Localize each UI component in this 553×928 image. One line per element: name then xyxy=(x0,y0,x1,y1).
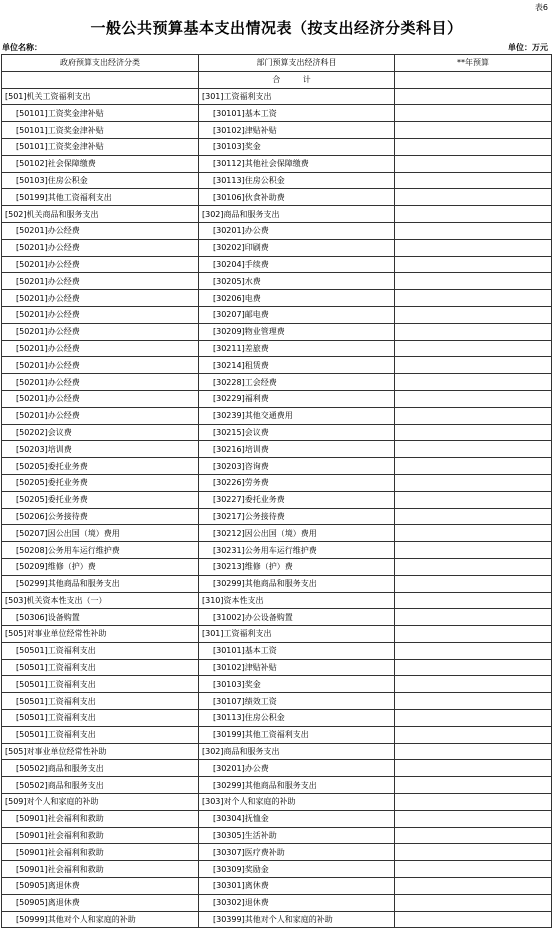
dept-subject-cell: [30309]奖励金 xyxy=(199,861,395,878)
dept-subject-cell: [30207]邮电费 xyxy=(199,306,395,323)
budget-value-cell xyxy=(395,710,552,727)
table-row xyxy=(2,323,552,340)
gov-class-cell: [50201]办公经费 xyxy=(2,323,199,340)
table-row xyxy=(2,441,552,458)
total-row xyxy=(2,71,552,88)
dept-subject-cell: [30199]其他工资福利支出 xyxy=(199,726,395,743)
dept-subject-cell: [30212]因公出国（境）费用 xyxy=(199,525,395,542)
dept-subject-cell: [30103]奖金 xyxy=(199,138,395,155)
table-row xyxy=(2,558,552,575)
dept-subject-cell: [301]工资福利支出 xyxy=(199,88,395,105)
dept-subject-cell: [30113]住房公积金 xyxy=(199,710,395,727)
dept-subject-cell: [30229]福利费 xyxy=(199,390,395,407)
gov-class-cell: [50199]其他工资福利支出 xyxy=(2,189,199,206)
table-row xyxy=(2,659,552,676)
dept-subject-cell: [30217]公务接待费 xyxy=(199,508,395,525)
table-row xyxy=(2,626,552,643)
gov-class-cell: [50501]工资福利支出 xyxy=(2,710,199,727)
budget-value-cell xyxy=(395,894,552,911)
budget-value-cell xyxy=(395,508,552,525)
budget-value-cell xyxy=(395,390,552,407)
gov-class-cell: [50502]商品和服务支出 xyxy=(2,777,199,794)
gov-class-cell: [50501]工资福利支出 xyxy=(2,659,199,676)
gov-class-cell: [50501]工资福利支出 xyxy=(2,693,199,710)
gov-class-cell: [502]机关商品和服务支出 xyxy=(2,206,199,223)
gov-class-cell: [509]对个人和家庭的补助 xyxy=(2,794,199,811)
budget-value-cell xyxy=(395,441,552,458)
budget-value-cell xyxy=(395,827,552,844)
budget-value-cell xyxy=(395,374,552,391)
budget-value-cell xyxy=(395,189,552,206)
table-row xyxy=(2,172,552,189)
table-row xyxy=(2,206,552,223)
gov-class-cell: [50306]设备购置 xyxy=(2,609,199,626)
dept-subject-cell: [30228]工会经费 xyxy=(199,374,395,391)
gov-class-cell: [50205]委托业务费 xyxy=(2,474,199,491)
budget-value-cell xyxy=(395,290,552,307)
gov-class-cell: [50201]办公经费 xyxy=(2,374,199,391)
budget-value-cell xyxy=(395,458,552,475)
budget-value-cell xyxy=(395,810,552,827)
gov-class-cell: [50201]办公经费 xyxy=(2,273,199,290)
dept-subject-cell: [30204]手续费 xyxy=(199,256,395,273)
dept-subject-cell: [30206]电费 xyxy=(199,290,395,307)
budget-value-cell xyxy=(395,542,552,559)
dept-subject-cell: [30113]住房公积金 xyxy=(199,172,395,189)
table-row xyxy=(2,844,552,861)
table-row xyxy=(2,273,552,290)
header-budget: **年预算 xyxy=(395,55,552,72)
gov-class-cell: [50501]工资福利支出 xyxy=(2,676,199,693)
budget-table xyxy=(1,54,552,928)
table-row xyxy=(2,340,552,357)
table-row xyxy=(2,407,552,424)
budget-value-cell xyxy=(395,626,552,643)
table-row xyxy=(2,374,552,391)
dept-subject-cell: [30307]医疗费补助 xyxy=(199,844,395,861)
table-row xyxy=(2,676,552,693)
gov-class-cell: [50102]社会保障缴费 xyxy=(2,155,199,172)
gov-class-cell: [50201]办公经费 xyxy=(2,357,199,374)
table-row xyxy=(2,390,552,407)
budget-value-cell xyxy=(395,491,552,508)
table-row xyxy=(2,256,552,273)
dept-subject-cell: [30215]会议费 xyxy=(199,424,395,441)
table-row xyxy=(2,189,552,206)
dept-subject-cell: [30399]其他对个人和家庭的补助 xyxy=(199,911,395,928)
gov-class-cell: [50202]会议费 xyxy=(2,424,199,441)
header-row xyxy=(2,55,552,72)
table-row xyxy=(2,122,552,139)
budget-value-cell xyxy=(395,155,552,172)
table-row xyxy=(2,306,552,323)
gov-class-cell: [50201]办公经费 xyxy=(2,390,199,407)
budget-value-cell xyxy=(395,575,552,592)
table-row xyxy=(2,88,552,105)
table-row xyxy=(2,105,552,122)
gov-class-cell: [50905]离退休费 xyxy=(2,894,199,911)
table-row xyxy=(2,575,552,592)
budget-value-cell xyxy=(395,88,552,105)
table-row xyxy=(2,542,552,559)
budget-value-cell xyxy=(395,105,552,122)
gov-class-cell: [50901]社会福利和救助 xyxy=(2,810,199,827)
table-row xyxy=(2,424,552,441)
table-row xyxy=(2,878,552,895)
unit-label: 单位：万元 xyxy=(508,43,548,52)
gov-class-cell: [50201]办公经费 xyxy=(2,222,199,239)
dept-subject-cell: [301]工资福利支出 xyxy=(199,626,395,643)
dept-subject-cell: [30231]公务用车运行维护费 xyxy=(199,542,395,559)
gov-class-cell: [50201]办公经费 xyxy=(2,340,199,357)
table-row xyxy=(2,458,552,475)
gov-class-cell: [50209]维修（护）费 xyxy=(2,558,199,575)
budget-value-cell xyxy=(395,222,552,239)
table-body xyxy=(2,88,552,928)
budget-value-cell xyxy=(395,760,552,777)
gov-class-cell: [50205]委托业务费 xyxy=(2,491,199,508)
dept-subject-cell: [30103]奖金 xyxy=(199,676,395,693)
dept-subject-cell: [30301]离休费 xyxy=(199,878,395,895)
dept-subject-cell: [30101]基本工资 xyxy=(199,642,395,659)
dept-subject-cell: [30209]物业管理费 xyxy=(199,323,395,340)
dept-subject-cell: [30106]伙食补助费 xyxy=(199,189,395,206)
budget-value-cell xyxy=(395,357,552,374)
dept-subject-cell: [30102]津贴补贴 xyxy=(199,659,395,676)
budget-value-cell xyxy=(395,172,552,189)
table-row xyxy=(2,710,552,727)
dept-subject-cell: [30205]水费 xyxy=(199,273,395,290)
budget-value-cell xyxy=(395,424,552,441)
budget-value-cell xyxy=(395,777,552,794)
budget-value-cell xyxy=(395,592,552,609)
gov-class-cell: [50901]社会福利和救助 xyxy=(2,861,199,878)
budget-value-cell xyxy=(395,239,552,256)
gov-class-cell: [50299]其他商品和服务支出 xyxy=(2,575,199,592)
table-row xyxy=(2,726,552,743)
gov-class-cell: [501]机关工资福利支出 xyxy=(2,88,199,105)
gov-class-cell: [50905]离退休费 xyxy=(2,878,199,895)
total-label: 合 计 xyxy=(199,71,395,88)
gov-class-cell: [50205]委托业务费 xyxy=(2,458,199,475)
budget-value-cell xyxy=(395,878,552,895)
gov-class-cell: [503]机关资本性支出（一） xyxy=(2,592,199,609)
table-row xyxy=(2,743,552,760)
budget-value-cell xyxy=(395,693,552,710)
table-row xyxy=(2,508,552,525)
budget-value-cell xyxy=(395,558,552,575)
table-row xyxy=(2,642,552,659)
table-row xyxy=(2,222,552,239)
budget-value-cell xyxy=(395,911,552,928)
budget-value-cell xyxy=(395,273,552,290)
header-gov-class: 政府预算支出经济分类 xyxy=(2,55,199,72)
table-row xyxy=(2,357,552,374)
dept-subject-cell: [30302]退休费 xyxy=(199,894,395,911)
dept-subject-cell: [30304]抚恤金 xyxy=(199,810,395,827)
gov-class-cell: [505]对事业单位经常性补助 xyxy=(2,626,199,643)
header-dept-subject: 部门预算支出经济科目 xyxy=(199,55,395,72)
budget-value-cell xyxy=(395,844,552,861)
dept-subject-cell: [30101]基本工资 xyxy=(199,105,395,122)
table-row xyxy=(2,138,552,155)
dept-subject-cell: [303]对个人和家庭的补助 xyxy=(199,794,395,811)
dept-subject-cell: [302]商品和服务支出 xyxy=(199,206,395,223)
table-row xyxy=(2,155,552,172)
total-value-cell xyxy=(395,71,552,88)
table-row xyxy=(2,760,552,777)
dept-subject-cell: [30305]生活补助 xyxy=(199,827,395,844)
table-row xyxy=(2,525,552,542)
table-row xyxy=(2,777,552,794)
gov-class-cell: [50201]办公经费 xyxy=(2,256,199,273)
dept-subject-cell: [302]商品和服务支出 xyxy=(199,743,395,760)
gov-class-cell: [50201]办公经费 xyxy=(2,239,199,256)
table-number: 表6 xyxy=(534,3,548,12)
budget-value-cell xyxy=(395,743,552,760)
table-row xyxy=(2,894,552,911)
dept-subject-cell: [30214]租赁费 xyxy=(199,357,395,374)
gov-class-cell: [50201]办公经费 xyxy=(2,306,199,323)
table-row xyxy=(2,861,552,878)
dept-subject-cell: [30112]其他社会保障缴费 xyxy=(199,155,395,172)
dept-subject-cell: [30227]委托业务费 xyxy=(199,491,395,508)
unit-name-label: 单位名称： xyxy=(2,43,42,52)
gov-class-cell: [50203]培训费 xyxy=(2,441,199,458)
dept-subject-cell: [30102]津贴补贴 xyxy=(199,122,395,139)
budget-value-cell xyxy=(395,525,552,542)
dept-subject-cell: [30239]其他交通费用 xyxy=(199,407,395,424)
budget-value-cell xyxy=(395,306,552,323)
table-row xyxy=(2,474,552,491)
gov-class-cell: [50206]公务接待费 xyxy=(2,508,199,525)
table-row xyxy=(2,693,552,710)
table-row xyxy=(2,290,552,307)
budget-value-cell xyxy=(395,138,552,155)
budget-value-cell xyxy=(395,323,552,340)
budget-value-cell xyxy=(395,206,552,223)
gov-class-cell: [50208]公务用车运行维护费 xyxy=(2,542,199,559)
dept-subject-cell: [30107]绩效工资 xyxy=(199,693,395,710)
table-row xyxy=(2,609,552,626)
gov-class-cell: [50103]住房公积金 xyxy=(2,172,199,189)
dept-subject-cell: [30201]办公费 xyxy=(199,760,395,777)
gov-class-cell: [50207]因公出国（境）费用 xyxy=(2,525,199,542)
dept-subject-cell: [30202]印刷费 xyxy=(199,239,395,256)
dept-subject-cell: [30226]劳务费 xyxy=(199,474,395,491)
gov-class-cell: [50901]社会福利和救助 xyxy=(2,844,199,861)
table-row xyxy=(2,491,552,508)
gov-class-cell: [505]对事业单位经常性补助 xyxy=(2,743,199,760)
budget-value-cell xyxy=(395,340,552,357)
budget-value-cell xyxy=(395,642,552,659)
gov-class-cell: [50101]工资奖金津补贴 xyxy=(2,105,199,122)
table-row xyxy=(2,810,552,827)
gov-class-cell: [50999]其他对个人和家庭的补助 xyxy=(2,911,199,928)
table-row xyxy=(2,239,552,256)
page-title: 一般公共预算基本支出情况表（按支出经济分类科目） xyxy=(90,19,463,37)
gov-class-cell: [50101]工资奖金津补贴 xyxy=(2,138,199,155)
budget-value-cell xyxy=(395,407,552,424)
dept-subject-cell: [30211]差旅费 xyxy=(199,340,395,357)
budget-value-cell xyxy=(395,256,552,273)
gov-class-cell: [50502]商品和服务支出 xyxy=(2,760,199,777)
table-row xyxy=(2,911,552,928)
budget-value-cell xyxy=(395,676,552,693)
dept-subject-cell: [30216]培训费 xyxy=(199,441,395,458)
budget-value-cell xyxy=(395,794,552,811)
gov-class-cell: [50201]办公经费 xyxy=(2,407,199,424)
dept-subject-cell: [30213]维修（护）费 xyxy=(199,558,395,575)
gov-class-cell: [50501]工资福利支出 xyxy=(2,726,199,743)
budget-value-cell xyxy=(395,609,552,626)
budget-value-cell xyxy=(395,474,552,491)
dept-subject-cell: [30203]咨询费 xyxy=(199,458,395,475)
dept-subject-cell: [310]资本性支出 xyxy=(199,592,395,609)
budget-value-cell xyxy=(395,659,552,676)
dept-subject-cell: [31002]办公设备购置 xyxy=(199,609,395,626)
dept-subject-cell: [30201]办公费 xyxy=(199,222,395,239)
budget-value-cell xyxy=(395,861,552,878)
table-row xyxy=(2,794,552,811)
budget-value-cell xyxy=(395,122,552,139)
gov-class-cell: [50201]办公经费 xyxy=(2,290,199,307)
table-row xyxy=(2,827,552,844)
dept-subject-cell: [30299]其他商品和服务支出 xyxy=(199,777,395,794)
budget-value-cell xyxy=(395,726,552,743)
dept-subject-cell: [30299]其他商品和服务支出 xyxy=(199,575,395,592)
gov-class-cell: [50101]工资奖金津补贴 xyxy=(2,122,199,139)
total-blank-cell xyxy=(2,71,199,88)
table-row xyxy=(2,592,552,609)
gov-class-cell: [50501]工资福利支出 xyxy=(2,642,199,659)
gov-class-cell: [50901]社会福利和救助 xyxy=(2,827,199,844)
